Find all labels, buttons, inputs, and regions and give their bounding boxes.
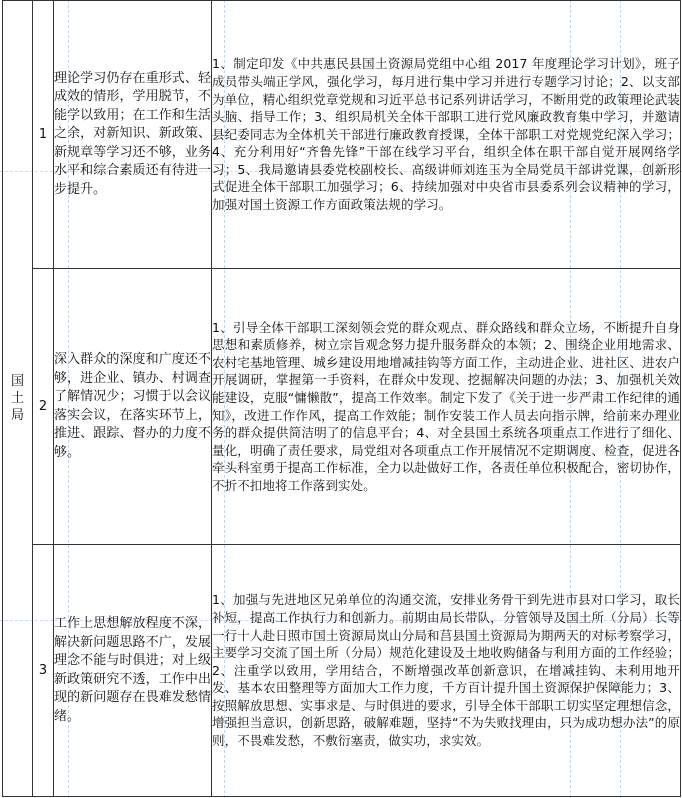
row-number: 3 — [33, 545, 54, 797]
problem-text: 工作上思想解放程度不深，解决新问题思路不广，发展理念不能与时俱进；对上级新政策研究不透，工作中出现的新问题存在畏难发愁情绪。 — [54, 545, 212, 797]
problem-text: 深入群众的深度和广度还不够，进企业、镇办、村调查了解情况少；习惯于以会议落实会议，在落实环节上，推进、跟踪、督办的力度不够。 — [54, 269, 212, 545]
measures-text: 1、引导全体干部职工深刻领会党的群众观点、群众路线和群众立场，不断提升自身思想和素质修养，树立宗旨观念努力提升服务群众的本领；2、围绕企业用地需求、农村宅基地管理、城乡建设用地增减挂钩等方面工作，主动进企业、进社区、进农户开展调研，掌握第一手资料，在群众中发现、挖掘解决问题的办法；3、加强机关效能建设，克服“慵懒散”，提高工作效率。制定下发了《关于进一步严肃工作纪律的通知》，改进工作作风，提高工作效能；制作安装工作人员去向指示牌，给前来办理业务的群众提供简洁明了的信息平台；4、对全县国土系统各项重点工作进行了细化、量化，明确了责任要求，局党组对各项重点工作开展情况不定期调度、检查，促进各牵头科室勇于提高工作标准，全力以赴做好工作，各责任单位积极配合，密切协作，不折不扣地将工作落到实处。 — [212, 269, 681, 545]
row-number: 2 — [33, 269, 54, 545]
rectification-table — [2, 0, 681, 797]
row-number: 1 — [33, 1, 54, 269]
measures-text: 1、加强与先进地区兄弟单位的沟通交流，安排业务骨干到先进市县对口学习，取长补短，提高工作执行力和创新力。前期由局长带队，分管领导及国土所（分局）长等一行十人赴日照市国土资源局岚山分局和莒县国土资源局为期两天的对标考察学习，主要学习交流了国土所（分局）规范化建设及土地收购储备与利用方面的工作经验；2、注重学以致用，学用结合，不断增强改革创新意识，在增减挂钩、未利用地开发、基本农田整理等方面加大工作力度，千方百计提升国土资源保护保障能力；3、按照解放思想、实事求是、与时俱进的要求，引导全体干部职工切实坚定理想信念，增强担当意识，创新思路，破解难题，坚持“不为失败找理由，只为成功想办法”的原则，不畏难发愁，不敷衍塞责，做实功，求实效。 — [212, 545, 681, 797]
table-row — [3, 269, 681, 545]
table-row — [3, 545, 681, 797]
department-label: 国土局 — [10, 374, 24, 423]
table-row — [3, 1, 681, 269]
department-cell — [3, 1, 33, 797]
measures-text: 1、制定印发《中共惠民县国土资源局党组中心组 2017 年度理论学习计划》，班子成员带头端正学风，强化学习，每月进行集中学习并进行专题学习讨论；2、以支部为单位，精心组织党章党规和习近平总书记系列讲话学习，不断用党的政策理论武装头脑、指导工作；3、组织局机关全体干部职工进行党风廉政教育集中学习，并邀请县纪委同志为全体机关干部进行廉政教育授课，全体干部职工对党规党纪深入学习；4、充分利用好“齐鲁先锋”干部在线学习平台，组织全体在职干部自觉开展网络学习；5、我局邀请县委党校副校长、高级讲师刘连玉为全局党员干部讲党课，创新形式促进全体干部职工加强学习；6、持续加强对中央省市县委系列会议精神的学习，加强对国土资源工作方面政策法规的学习。 — [212, 1, 681, 269]
problem-text: 理论学习仍存在重形式、轻成效的情形，学用脱节，不能学以致用；在工作和生活之余，对新知识、新政策、新规章等学习还不够，业务水平和综合素质还有待进一步提升。 — [54, 1, 212, 269]
